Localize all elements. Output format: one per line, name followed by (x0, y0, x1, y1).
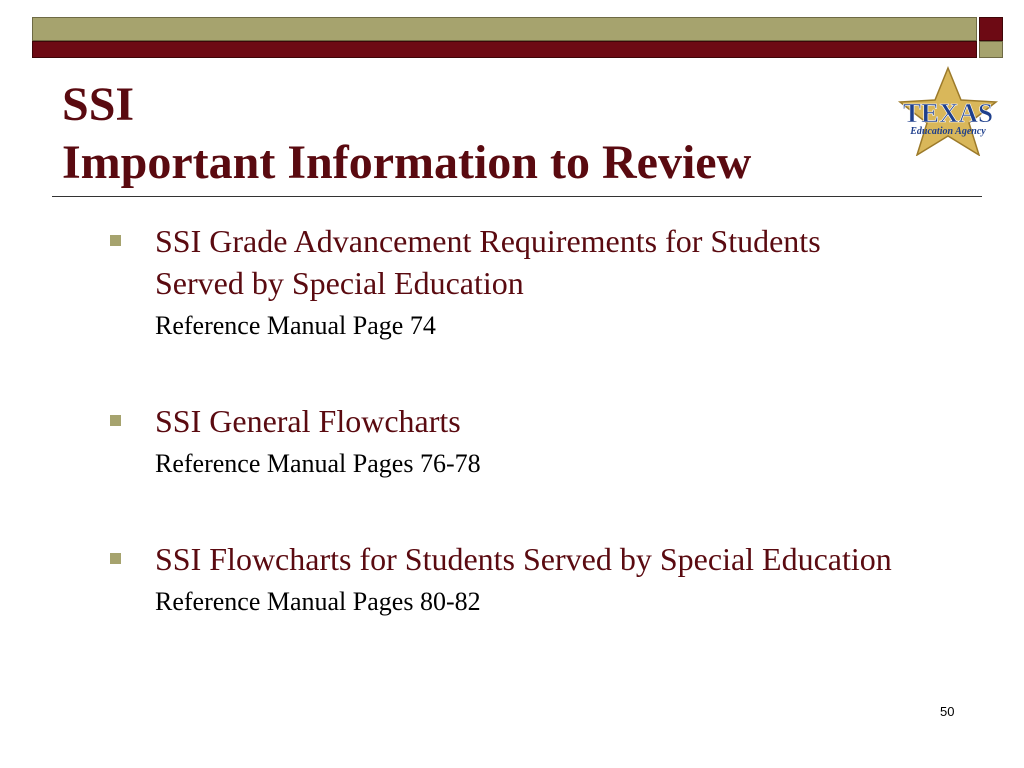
title-divider (52, 196, 982, 197)
slide-number: 50 (940, 704, 955, 719)
bullet-reference: Reference Manual Page 74 (155, 311, 436, 340)
bullet-text: SSI Flowcharts for Students Served by Special Education (155, 541, 892, 577)
square-bullet-icon (110, 553, 121, 564)
bullet-item (108, 400, 988, 482)
bullet-reference: Reference Manual Pages 76-78 (155, 449, 481, 478)
slide-title-line-2: Important Information to Review (62, 136, 752, 189)
header-band-olive (32, 17, 977, 41)
slide-title-line-1: SSI (62, 78, 135, 131)
bullet-text: SSI General Flowcharts (155, 403, 461, 439)
header-band-maroon (32, 41, 977, 58)
square-bullet-icon (110, 235, 121, 246)
bullet-item (108, 538, 988, 620)
bullet-reference: Reference Manual Pages 80-82 (155, 587, 481, 616)
bullet-text: SSI Grade Advancement Requirements for Students Served by Special Education (155, 223, 821, 301)
bullet-list (108, 220, 988, 620)
slide-title (62, 76, 751, 192)
header-corner-olive (979, 41, 1003, 58)
square-bullet-icon (110, 415, 121, 426)
header-corner-maroon (979, 17, 1003, 41)
logo-word: TEXAS (902, 98, 994, 128)
logo-subtitle: Education Agency (910, 126, 986, 137)
texas-education-agency-logo (892, 66, 1004, 156)
bullet-item (108, 220, 988, 344)
